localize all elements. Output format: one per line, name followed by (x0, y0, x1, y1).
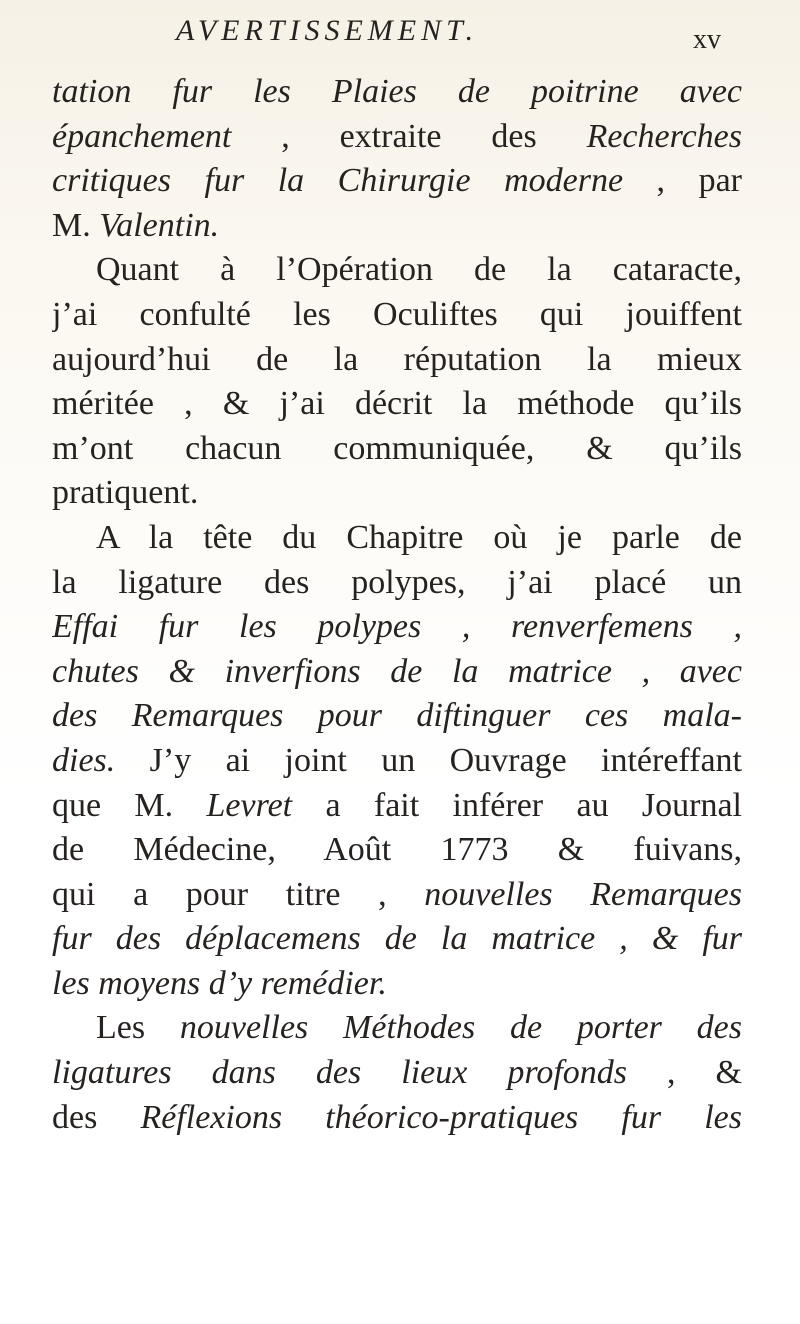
italic-text: nouvelles Méthodes de porter des (179, 1009, 742, 1047)
italic-text: fur des déplacemens de la matrice , & fur (52, 920, 742, 958)
roman-text: M. (52, 206, 100, 244)
text-line (52, 516, 742, 561)
roman-text: méritée , & j’ai décrit la méthode qu’ils (52, 385, 742, 423)
roman-text: qui a pour titre , (52, 875, 425, 913)
text-line (52, 293, 742, 338)
text-line (52, 204, 742, 249)
italic-text: Recherches (586, 117, 742, 155)
text-line (52, 605, 742, 650)
text-line (52, 828, 742, 873)
roman-text: aujourd’hui de la réputation la mieux (52, 340, 742, 378)
text-line (52, 382, 742, 427)
text-line (52, 338, 742, 383)
roman-text: , & (627, 1054, 742, 1092)
body-text (52, 70, 742, 1140)
roman-text: que M. (52, 786, 207, 824)
page-header (0, 8, 800, 60)
roman-text: j’ai confulté les Oculiftes qui jouiffent (52, 295, 742, 333)
roman-text: la ligature des polypes, j’ai placé un (52, 563, 742, 601)
italic-text: les moyens d’y remédier. (52, 964, 387, 1002)
text-line (52, 427, 742, 472)
roman-text: Quant à l’Opération de la cataracte, (96, 251, 742, 289)
italic-text: dies. (52, 741, 116, 779)
text-line (52, 248, 742, 293)
running-head: AVERTISSEMENT. (176, 14, 479, 47)
text-line (52, 1006, 742, 1051)
roman-text: Les (96, 1009, 180, 1047)
roman-text: A la tête du Chapitre où je parle de (96, 518, 742, 556)
italic-text: Valentin. (99, 206, 220, 244)
text-line (52, 471, 742, 516)
page-number: xv (693, 24, 721, 55)
text-line (52, 650, 742, 695)
roman-text: des (52, 1098, 141, 1136)
italic-text: Levret (206, 786, 293, 824)
roman-text: m’ont chacun communiquée, & qu’ils (52, 429, 742, 467)
text-line (52, 962, 742, 1007)
text-line (52, 1096, 742, 1141)
text-line (52, 159, 742, 204)
roman-text: , par (623, 162, 742, 200)
roman-text: a fait inférer au Journal (292, 786, 742, 824)
italic-text: tation fur les Plaies de poitrine avec (52, 73, 742, 110)
italic-text: ligatures dans des lieux profonds (52, 1054, 627, 1092)
roman-text: J’y ai joint un Ouvrage intéreffant (115, 741, 742, 779)
italic-text: des Remarques pour diftinguer ces mala- (52, 697, 742, 735)
italic-text: critiques fur la Chirurgie moderne (52, 162, 624, 200)
text-line (52, 70, 742, 115)
italic-text: chutes & inverfions de la matrice , avec (52, 652, 742, 690)
text-line (52, 739, 742, 784)
text-line (52, 561, 742, 606)
text-line (52, 873, 742, 918)
text-line (52, 694, 742, 739)
italic-text: nouvelles Remarques (424, 875, 742, 913)
text-line (52, 784, 742, 829)
roman-text: , extraite des (231, 117, 587, 155)
roman-text: pratiquent. (52, 474, 199, 512)
text-line (52, 1051, 742, 1096)
italic-text: épanchement (52, 117, 232, 155)
text-line (52, 917, 742, 962)
text-line (52, 115, 742, 160)
italic-text: Effai fur les polypes , renverfemens , (52, 608, 742, 646)
roman-text: de Médecine, Août 1773 & fuivans, (52, 831, 742, 869)
italic-text: Réflexions théorico-pratiques fur les (140, 1098, 742, 1136)
